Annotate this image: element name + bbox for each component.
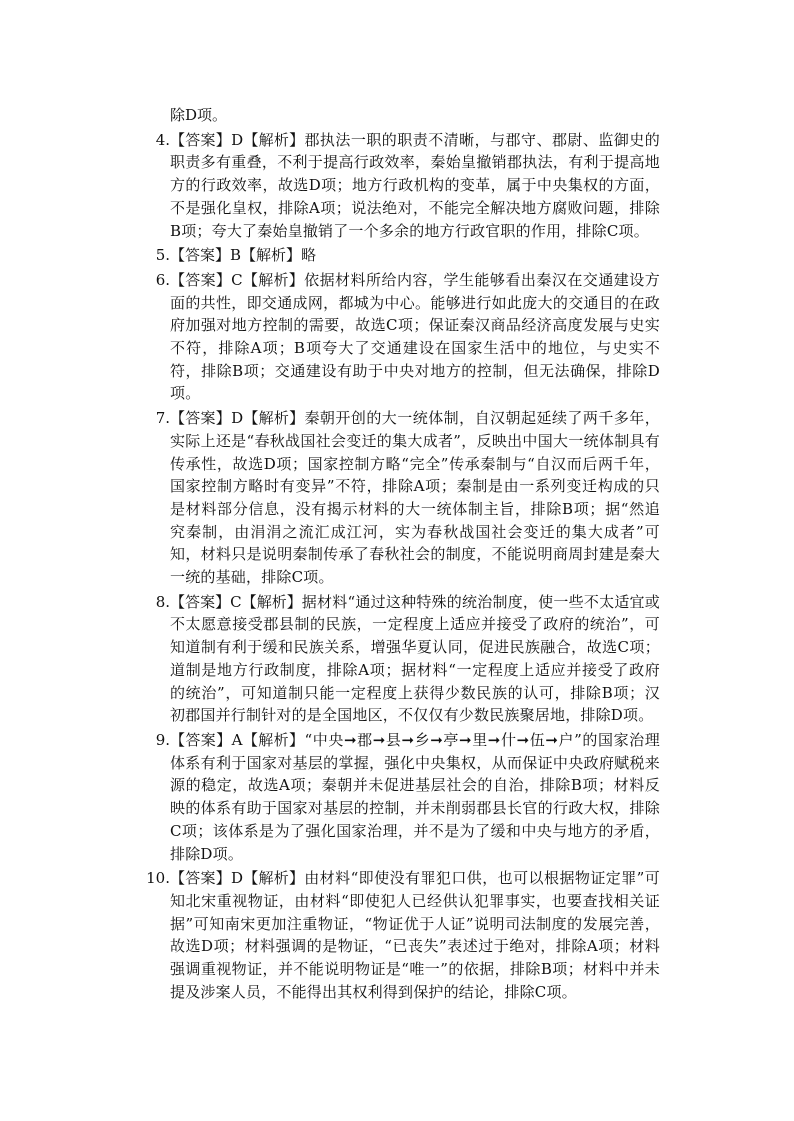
analysis-tag: 【解析】: [241, 246, 302, 265]
answer-letter: D: [231, 409, 244, 428]
answer-tag: 【答案】: [170, 730, 232, 749]
answer-tag: 【答案】: [170, 409, 232, 428]
analysis-tag: 【解析】: [243, 130, 305, 149]
answer-tag: 【答案】: [170, 246, 231, 265]
analysis-text: 秦朝开创的大一统体制，自汉朝起延续了两千多年，实际上还是“春秋战国社会变迁的集大成者”，反映出中国大一统体制具有传承性，故选D项；国家控制方略“完全”传承秦制与“自汉而后两千年，国家控制方略时有变异”不符，排除A项；秦制是由一系列变迁构成的只是材料部分信息，没有揭示材料的大一统体制主旨，排除B项；据“然追究秦制，由涓涓之流汇成江河，实为春秋战国社会变迁的集大成者”可知，材料只是说明秦制传承了春秋社会的制度，不能说明商周封建是秦大一统的基础，排除C项。: [170, 409, 660, 587]
answer-item: [140, 729, 660, 865]
item-body: [170, 729, 660, 865]
answer-item: [140, 407, 660, 589]
answer-item: [140, 867, 660, 1003]
analysis-text: 依据材料所给内容，学生能够看出秦汉在交通建设方面的共性，即交通成网，都城为中心。能够进行如此庞大的交通目的在政府加强对地方控制的需要，故选C项；保证秦汉商品经济高度发展与史实不符，排除A项；B项夸大了交通建设在国家生活中的地位，与史实不符，排除B项；交通建设有助于中央对地方的控制，但无法确保，排除D项。: [170, 270, 660, 403]
answer-letter: D: [230, 869, 244, 888]
analysis-tag: 【解析】: [241, 592, 302, 611]
answer-tag: 【答案】: [170, 270, 232, 289]
item-body: [170, 269, 660, 405]
analysis-tag: 【解析】: [242, 270, 305, 289]
item-body: [170, 867, 660, 1003]
analysis-text: “中央➞郡➞县➞乡➞亭➞里➞什➞伍➞户”的国家治理体系有利于国家对基层的掌握，强化中央集权，从而保证中央政府赋税来源的稳定，故选A项；秦朝并未促进基层社会的自治，排除B项；材料反映的体系有助于国家对基层的控制，并未削弱郡县长官的行政大权，排除C项；该体系是为了强化国家治理，并不是为了缓和中央与地方的矛盾，排除D项。: [170, 730, 660, 863]
analysis-tag: 【解析】: [242, 730, 305, 749]
item-number: 6.: [155, 270, 170, 289]
item-body: [170, 244, 660, 267]
item-body: [170, 129, 660, 243]
answer-tag: 【答案】: [170, 130, 232, 149]
answer-item: [140, 129, 660, 243]
analysis-text: 据材料“通过这种特殊的统治制度，使一些不太适宜或不太愿意接受郡县制的民族，一定程度上适应并接受了政府的统治”，可知道制有利于缓和民族关系，增强华夏认同，促进民族融合，故选C项；道制是地方行政制度，排除A项；据材料“一定程度上适应并接受了政府的统治”，可知道制只能一定程度上获得少数民族的认可，排除B项；汉初郡国并行制针对的是全国地区，不仅仅有少数民族聚居地，排除D项。: [170, 592, 660, 725]
item-body: [170, 591, 660, 727]
answer-letter: A: [231, 730, 243, 749]
answer-letter: C: [231, 270, 243, 289]
analysis-text: 由材料“即使没有罪犯口供，也可以根据物证定罪”可知北宋重视物证，由材料“即使犯人已经供认犯罪事实，也要查找相关证据”可知南宋更加注重物证，“物证优于人证”说明司法制度的发展完善，故选D项；材料强调的是物证，“已丧失”表述过于绝对，排除A项；材料强调重视物证，并不能说明物证是“唯一”的依据，排除B项；材料中并未提及涉案人员，不能得出其权利得到保护的结论，排除C项。: [170, 869, 660, 1001]
answer-list: [140, 129, 660, 1004]
item-number: 4.: [155, 130, 170, 149]
analysis-text: 略: [301, 246, 317, 265]
answer-letter: B: [230, 246, 242, 265]
item-number: 7.: [155, 409, 170, 428]
answer-tag: 【答案】: [170, 592, 231, 611]
analysis-tag: 【解析】: [243, 869, 305, 888]
answer-tag: 【答案】: [170, 869, 231, 888]
answer-item: [140, 244, 660, 267]
item-number: 5.: [155, 246, 170, 265]
item-number: 10.: [146, 869, 170, 888]
answer-letter: C: [230, 592, 242, 611]
analysis-tag: 【解析】: [243, 409, 305, 428]
answer-letter: D: [231, 130, 244, 149]
item-body: [170, 407, 660, 589]
answer-item: [140, 591, 660, 727]
answer-item: [140, 269, 660, 405]
item-number: 8.: [155, 592, 170, 611]
continuation-text: 除D项。: [170, 106, 228, 124]
item-number: 9.: [155, 730, 170, 749]
analysis-text: 郡执法一职的职责不清晰，与郡守、郡尉、监御史的职责多有重叠，不利于提高行政效率，秦始皇撤销郡执法，有利于提高地方的行政效率，故选D项；地方行政机构的变革，属于中央集权的方面，不是强化皇权，排除A项；说法绝对，不能完全解决地方腐败问题，排除B项；夸大了秦始皇撤销了一个多余的地方行政官职的作用，排除C项。: [170, 130, 660, 240]
